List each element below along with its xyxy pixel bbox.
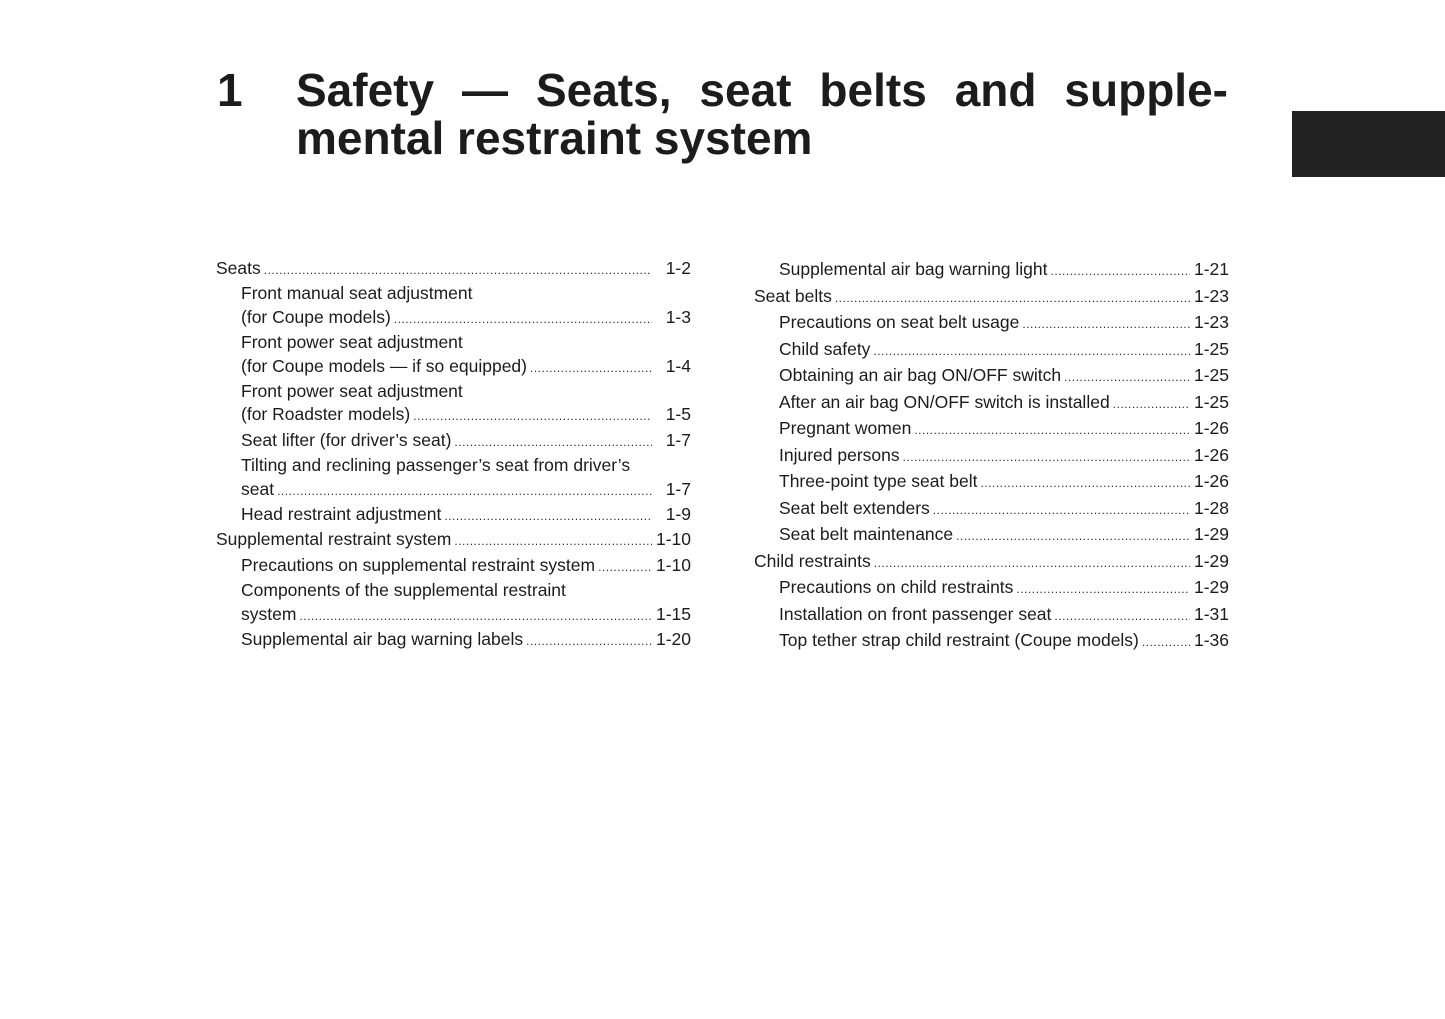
toc-leader-dots	[914, 418, 1190, 443]
toc-leader-dots	[873, 339, 1190, 364]
toc-page-number: 1-26	[1193, 444, 1229, 465]
toc-entry-label: After an air bag ON/OFF switch is installed	[779, 391, 1110, 412]
toc-page-number: 1-7	[665, 478, 691, 499]
toc-leader-dots	[1051, 259, 1191, 284]
toc-page-number: 1-29	[1193, 577, 1229, 597]
toc-entry-line[interactable]	[216, 331, 691, 354]
toc-leader-dots	[444, 505, 652, 528]
toc-entry[interactable]	[754, 522, 1229, 549]
toc-entry-label: system	[241, 603, 297, 624]
toc-entry[interactable]	[216, 306, 691, 331]
toc-entry[interactable]	[754, 284, 1229, 311]
toc-leader-dots	[454, 431, 652, 454]
toc-entry-label: Head restraint adjustment	[241, 504, 442, 525]
toc-entry-line[interactable]	[216, 454, 691, 477]
chapter-tab-marker	[1292, 111, 1445, 177]
toc-entry[interactable]	[216, 355, 691, 380]
toc-entry-label: Seat belts	[754, 285, 832, 306]
toc-page-number: 1-21	[1193, 259, 1229, 279]
chapter-title	[296, 66, 1228, 162]
toc-page-number: 1-29	[1193, 524, 1229, 544]
toc-entry-line[interactable]	[216, 579, 691, 602]
toc-entry[interactable]	[754, 416, 1229, 443]
toc-entry-label: Front power seat adjustment	[241, 381, 463, 402]
toc-entry[interactable]	[754, 390, 1229, 417]
toc-page-number: 1-36	[1193, 630, 1229, 650]
toc-entry[interactable]	[216, 528, 691, 553]
toc-page-number: 1-3	[665, 306, 691, 327]
toc-leader-dots	[980, 471, 1190, 496]
toc-entry[interactable]	[754, 469, 1229, 496]
toc-leader-dots	[1142, 630, 1190, 655]
toc-entry-label: (for Roadster models)	[241, 404, 411, 425]
toc-page-number: 1-7	[665, 429, 691, 450]
toc-page-number: 1-25	[1193, 365, 1229, 385]
toc-entry[interactable]	[754, 575, 1229, 602]
toc-entry[interactable]	[216, 257, 691, 282]
toc-page-number: 1-26	[1193, 418, 1229, 438]
toc-leader-dots	[526, 630, 652, 653]
toc-page-number: 1-10	[655, 554, 691, 575]
toc-entry-label: Injured persons	[779, 444, 900, 465]
chapter-number: 1	[217, 64, 243, 116]
toc-entry-label: Supplemental air bag warning light	[779, 259, 1048, 279]
toc-page-number: 1-2	[665, 258, 691, 278]
toc-leader-dots	[264, 259, 652, 282]
toc-leader-dots	[903, 445, 1190, 470]
toc-page-number: 1-23	[1193, 285, 1229, 306]
toc-entry-label: Seat belt maintenance	[779, 524, 954, 544]
toc-page-number: 1-15	[655, 603, 691, 624]
toc-entry[interactable]	[754, 549, 1229, 576]
toc-leader-dots	[530, 357, 652, 380]
toc-entry-label: Seats	[216, 258, 261, 278]
toc-page-number: 1-28	[1193, 497, 1229, 518]
toc-page-number: 1-26	[1193, 471, 1229, 491]
toc-leader-dots	[1016, 577, 1190, 602]
toc-page-number: 1-31	[1193, 603, 1229, 624]
toc-leader-dots	[956, 524, 1190, 549]
toc-entry-label: Seat belt extenders	[779, 497, 930, 518]
chapter-title-line-2: mental restraint system	[296, 112, 813, 164]
toc-entry-label: Tilting and reclining passenger’s seat from driver’s	[241, 455, 631, 476]
toc-entry-label: Obtaining an air bag ON/OFF switch	[779, 365, 1062, 385]
toc-leader-dots	[1022, 312, 1190, 337]
toc-page-number: 1-5	[665, 404, 691, 425]
toc-right-column	[754, 257, 1229, 655]
toc-entry[interactable]	[754, 628, 1229, 655]
toc-entry[interactable]	[216, 603, 691, 628]
toc-entry-label: Child restraints	[754, 550, 871, 571]
toc-page-number: 1-23	[1193, 312, 1229, 332]
toc-entry[interactable]	[216, 403, 691, 428]
toc-entry[interactable]	[216, 429, 691, 454]
toc-leader-dots	[835, 286, 1190, 311]
toc-leader-dots	[1054, 604, 1190, 629]
toc-entry-label: Supplemental air bag warning labels	[241, 629, 524, 650]
toc-left-column	[216, 257, 691, 654]
toc-leader-dots	[598, 556, 652, 579]
toc-page-number: 1-4	[665, 355, 691, 376]
toc-leader-dots	[277, 480, 652, 503]
toc-entry-label: Precautions on seat belt usage	[779, 312, 1020, 332]
toc-leader-dots	[454, 530, 652, 553]
toc-entry-label: Three-point type seat belt	[779, 471, 978, 491]
toc-entry-label: Precautions on child restraints	[779, 577, 1014, 597]
toc-leader-dots	[413, 405, 652, 428]
toc-leader-dots	[1064, 365, 1190, 390]
toc-entry[interactable]	[216, 628, 691, 653]
toc-leader-dots	[394, 308, 652, 331]
toc-page-number: 1-20	[655, 629, 691, 650]
toc-entry-label: Top tether strap child restraint (Coupe models)	[779, 630, 1139, 650]
chapter-title-line-1: Safety — Seats, seat belts and supple-	[296, 64, 1228, 116]
toc-entry-line[interactable]	[216, 282, 691, 305]
toc-entry[interactable]	[216, 554, 691, 579]
toc-entry[interactable]	[216, 478, 691, 503]
toc-entry-label: Child safety	[779, 338, 871, 359]
toc-leader-dots	[874, 551, 1190, 576]
toc-leader-dots	[1113, 392, 1190, 417]
toc-entry-label: seat	[241, 478, 275, 499]
toc-entry-label: Seat lifter (for driver’s seat)	[241, 429, 452, 450]
toc-entry-label: Pregnant women	[779, 418, 912, 438]
toc-entry-label: Precautions on supplemental restraint system	[241, 554, 596, 575]
toc-entry-label: Supplemental restraint system	[216, 529, 452, 550]
toc-entry-label: Components of the supplemental restraint	[241, 580, 566, 601]
toc-entry-label: Front power seat adjustment	[241, 332, 463, 353]
toc-entry-label: Front manual seat adjustment	[241, 283, 473, 304]
toc-entry-label: Installation on front passenger seat	[779, 603, 1052, 624]
toc-page-number: 1-29	[1193, 550, 1229, 571]
toc-leader-dots	[933, 498, 1190, 523]
toc-entry-label: (for Coupe models — if so equipped)	[241, 355, 527, 376]
toc-entry[interactable]	[754, 443, 1229, 470]
toc-entry[interactable]	[754, 310, 1229, 337]
toc-entry[interactable]	[754, 602, 1229, 629]
toc-entry-label: (for Coupe models)	[241, 306, 391, 327]
toc-page-number: 1-9	[665, 504, 691, 525]
toc-entry[interactable]	[216, 503, 691, 528]
toc-entry[interactable]	[754, 496, 1229, 523]
toc-entry[interactable]	[754, 337, 1229, 364]
toc-entry[interactable]	[754, 363, 1229, 390]
toc-entry[interactable]	[754, 257, 1229, 284]
toc-page-number: 1-25	[1193, 391, 1229, 412]
toc-page-number: 1-10	[655, 529, 691, 550]
toc-page-number: 1-25	[1193, 338, 1229, 359]
toc-leader-dots	[299, 605, 652, 628]
toc-entry-line[interactable]	[216, 380, 691, 403]
